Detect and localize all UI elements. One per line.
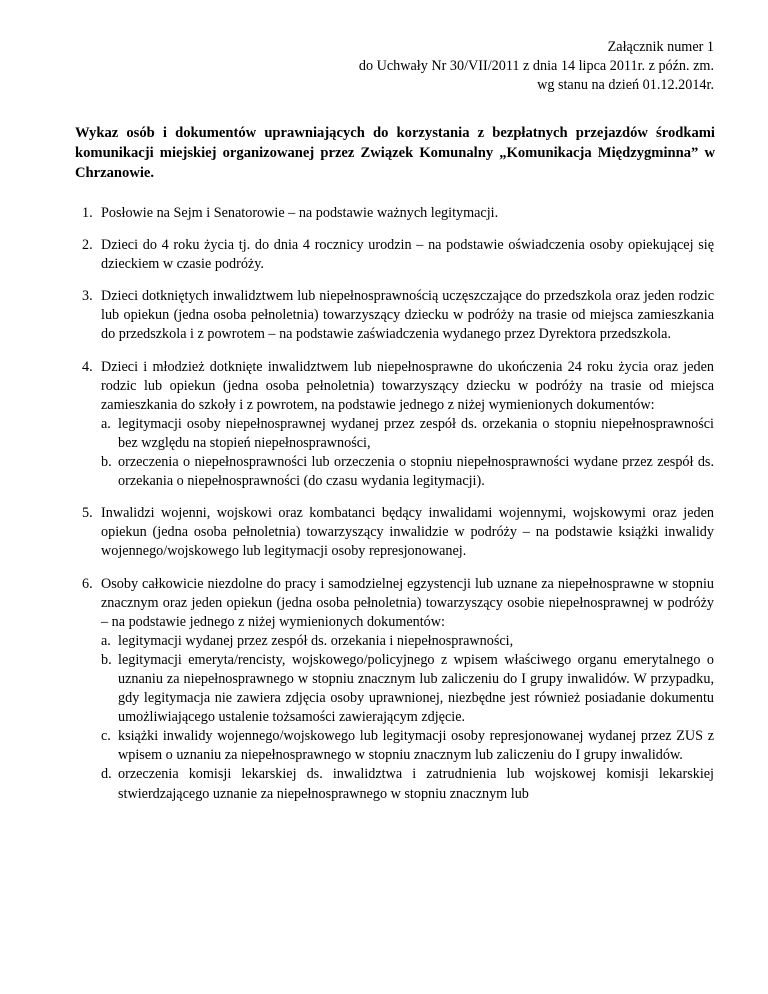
list-item — [82, 358, 714, 492]
sub-item-text: legitymacji wydanej przez zespół ds. orzekania i niepełnosprawności, — [118, 632, 514, 649]
header-line-3: wg stanu na dzień 01.12.2014r. — [537, 77, 714, 93]
sub-item-text: książki inwalidy wojennego/wojskowego lub legitymacji osoby represjonowanej wydanej przez ZUS z wpisem o uznaniu za niepełnosprawnego w stopniu znacznym lub zaliczeniu do I grupy inwalidów. — [118, 728, 714, 764]
sub-item-letter: b. — [101, 454, 112, 471]
list-item — [82, 575, 714, 804]
sub-list-item — [101, 632, 714, 651]
sub-item-text: orzeczenia komisji lekarskiej ds. inwalidztwa i zatrudnienia lub wojskowej komisji lekarskiej stwierdzającego uznanie za niepełnosprawnego w stopniu znacznym lub — [118, 766, 714, 802]
sub-list — [101, 632, 714, 804]
attachment-header — [359, 38, 714, 95]
sub-list-item — [101, 727, 714, 765]
sub-item-letter: c. — [101, 728, 111, 745]
sub-list — [101, 415, 714, 491]
item-number: 4. — [82, 358, 93, 375]
sub-item-letter: b. — [101, 651, 112, 668]
list-item — [82, 504, 714, 561]
sub-list-item — [101, 415, 714, 453]
item-number: 1. — [82, 205, 93, 221]
item-text: Dzieci dotkniętych inwalidztwem lub niepełnosprawnością uczęszczające do przedszkola oraz jeden rodzic lub opiekun (jedna osoba pełnoletnia) towarzyszący dziecku w podróży na trasie od miejsca zamieszkania do przedszkola i z powrotem – na podstawie zaświadczenia wydanego przez Dyrektora przedszkola. — [101, 288, 714, 343]
list-item — [82, 204, 714, 223]
item-number: 3. — [82, 288, 93, 305]
document-title: Wykaz osób i dokumentów uprawniających do korzystania z bezpłatnych przejazdów środkami komunikacji miejskiej organizowanej przez Związek Komunalny „Komunikacja Międzygminna” w Chrzanowie. — [75, 125, 715, 181]
item-text: Dzieci i młodzież dotknięte inwalidztwem lub niepełnosprawne do ukończenia 24 roku życia oraz jeden rodzic lub opiekun (jedna osoba pełnoletnia) towarzyszący dziecku w podróży na trasie od miejsca zamieszkania do szkoły i z powrotem, na podstawie jednego z niżej wymienionych dokumentów: — [101, 358, 714, 413]
item-text: Inwalidzi wojenni, wojskowi oraz kombatanci będący inwalidami wojennymi, wojskowymi oraz jeden opiekun (jedna osoba pełnoletnia) towarzyszący inwalidzie w podróży – na podstawie książki inwalidy wojennego/wojskowego lub legitymacji osoby represjonowanej. — [101, 505, 714, 560]
item-text: Posłowie na Sejm i Senatorowie – na podstawie ważnych legitymacji. — [101, 205, 499, 221]
header-line-2: do Uchwały Nr 30/VII/2011 z dnia 14 lipca 2011r. z późn. zm. — [358, 58, 714, 74]
list-item — [82, 236, 714, 274]
item-number: 6. — [82, 575, 93, 592]
sub-item-text: legitymacji emeryta/rencisty, wojskowego/policyjnego z wpisem właściwego organu emerytalnego o uznaniu za niepełnosprawnego w stopniu znacznym lub zaliczeniu do I grupy inwalidów. W przypadku, gdy legitymacja nie zawiera zdjęcia osoby uprawnionej, niezbędne jest również posiadanie dokumentu umożliwiającego ustalenie tożsamości zawierającym zdjęcie. — [118, 651, 714, 726]
sub-list-item — [101, 651, 714, 727]
sub-list-item — [101, 765, 714, 803]
list-item — [82, 287, 714, 344]
header-line-1: Załącznik numer 1 — [607, 39, 714, 55]
item-text: Dzieci do 4 roku życia tj. do dnia 4 rocznicy urodzin – na podstawie oświadczenia osoby opiekującej się dzieckiem w czasie podróży. — [101, 237, 714, 273]
item-number: 5. — [82, 505, 93, 522]
sub-list-item — [101, 453, 714, 491]
item-number: 2. — [82, 237, 93, 254]
sub-item-letter: a. — [101, 415, 111, 432]
eligibility-list — [82, 204, 714, 817]
sub-item-text: legitymacji osoby niepełnosprawnej wydanej przez zespół ds. orzekania o stopniu niepełnosprawności bez względu na stopień niepełnosprawności, — [118, 415, 714, 451]
sub-item-text: orzeczenia o niepełnosprawności lub orzeczenia o stopniu niepełnosprawności wydane przez zespół ds. orzekania o niepełnosprawności (do czasu wydania legitymacji). — [118, 454, 714, 490]
sub-item-letter: d. — [101, 766, 112, 783]
sub-item-letter: a. — [101, 632, 111, 649]
item-text: Osoby całkowicie niezdolne do pracy i samodzielnej egzystencji lub uznane za niepełnosprawne w stopniu znacznym oraz jeden opiekun (jedna osoba pełnoletnia) towarzyszący osobie niepełnosprawnej w podróży – na podstawie jednego z niżej wymienionych dokumentów: — [101, 575, 714, 630]
